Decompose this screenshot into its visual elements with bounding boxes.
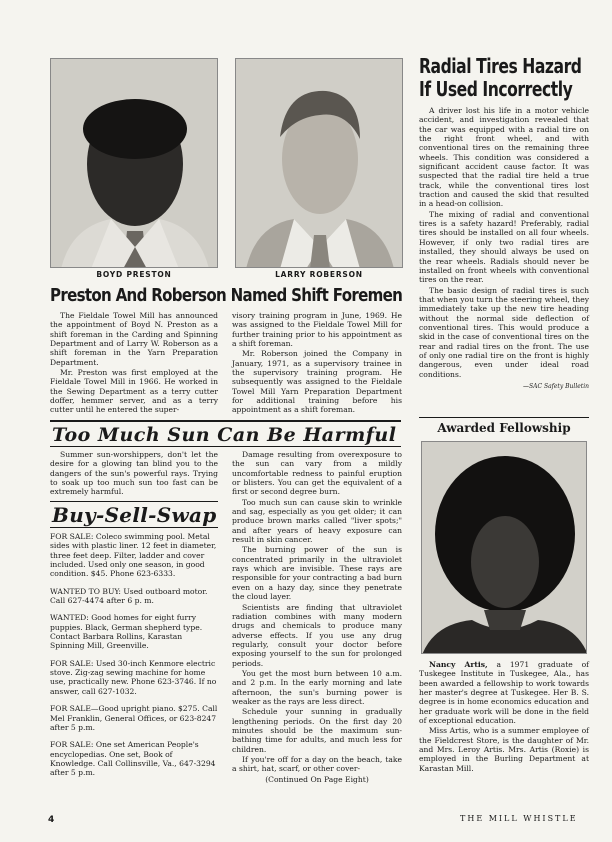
classified-ad: FOR SALE—Good upright piano. $275. Call Mel Franklin, General Offices, or 623-8247 after 5 p.m. bbox=[50, 704, 218, 732]
classified-ad: FOR SALE: One set American People's encyclopedias. One set, Book of Knowledge. Call Collinsville, Va., 647-3294 after 5 p.m. bbox=[50, 740, 216, 778]
headline-radial-tires bbox=[419, 55, 581, 101]
divider-rule bbox=[50, 420, 401, 422]
shift-story-paragraph: The Fieldale Towel Mill has announced the appointment of Boyd N. Preston as a shift foreman in the Carding and Spinning Department and of Larry W. Roberson as a shift foreman in the Yarn Preparation Department. bbox=[50, 311, 218, 367]
radial-story bbox=[419, 106, 589, 391]
radial-paragraph: A driver lost his life in a motor vehicle accident, and investigation revealed that the car was equipped with a radial tire on the right front wheel, and with conventional tires on the remaining three wheels. This condition was considered a significant accident cause factor. It was suspected that the radial tire held a true track, while the conventional tires lost traction and caused the skid that resulted in a head-on collision. bbox=[419, 106, 589, 209]
divider-rule bbox=[50, 446, 401, 447]
radial-paragraph: The basic design of radial tires is such that when you turn the steering wheel, they immediately take up the new tire heading without the normal side deflection of conventional tires. This would produce a skid in the case of conventional tires on the rear and radial tires on the front. The use of only one radial tire on the front is highly dangerous, even under ideal road conditions. bbox=[419, 285, 589, 379]
shift-story-paragraph: Mr. Preston was first employed at the Fieldale Towel Mill in 1966. He worked in the Sewing Department as a terry cutter doffer, hemmer server, and as a terry cutter until he entered the super- bbox=[50, 368, 218, 415]
divider-rule bbox=[419, 417, 589, 418]
sun-paragraph: Too much sun can cause skin to wrinkle and sag, especially as you get older; it can produce brown marks called "liver spots;" and after years of heavy exposure can result in skin cancer. bbox=[232, 497, 402, 545]
fellowship-story bbox=[419, 660, 589, 774]
photo-boyd-preston bbox=[50, 58, 218, 268]
page-number: 4 bbox=[48, 815, 55, 825]
portrait-icon bbox=[51, 59, 218, 268]
sun-story-col1 bbox=[50, 450, 218, 498]
fellowship-paragraph: Miss Artis, who is a summer employee of the Fieldcrest Store, is the daughter of Mr. and Mrs. Leroy Artis. Mrs. Artis (Roxie) is employed in the Burling Department at Karastan Mill. bbox=[419, 726, 589, 773]
headline-buy-sell-swap: Buy-Sell-Swap bbox=[52, 503, 217, 527]
headline-awarded-fellowship: Awarded Fellowship bbox=[437, 421, 571, 435]
portrait-icon bbox=[422, 442, 587, 654]
classified-ads bbox=[50, 532, 218, 786]
shift-story-col1 bbox=[50, 311, 218, 416]
photo-larry-roberson bbox=[235, 58, 403, 268]
fellowship-paragraph-text: a 1971 graduate of Tuskegee Institute in Tuskegee, Ala., has been awarded a fellowship to work towards her master's degree at Tuskegee. Her B. S. degree is in home economics education and her graduate work will be done in the field of exceptional education. bbox=[419, 660, 589, 726]
shift-story-paragraph: visory training program in June, 1969. He was assigned to the Fieldale Towel Mill for further training prior to his appointment as a shift foreman. bbox=[232, 311, 402, 349]
portrait-icon bbox=[236, 59, 403, 268]
sun-paragraph: Damage resulting from overexposure to the sun can vary from a mildly uncomfortable redness to painful eruption or blisters. You can get the equivalent of a first or second degree burn. bbox=[232, 450, 402, 497]
classified-ad: FOR SALE: Used 30-inch Kenmore electric stove. Zig-zag sewing machine for home use, practically new. Phone 623-3746. If no answer, call 627-1032. bbox=[50, 658, 217, 696]
fellowship-paragraph bbox=[419, 660, 589, 725]
classified-ad: WANTED TO BUY: Used outboard motor. Call 627-4474 after 6 p. m. bbox=[50, 586, 208, 606]
sun-paragraph: The burning power of the sun is concentrated primarily in the ultraviolet rays which are invisible. These rays are responsible for your contracting a bad burn even on a hazy day, since they penetrate the cloud layer. bbox=[232, 545, 402, 602]
sun-paragraph: If you're off for a day on the beach, take a shirt, hat, scarf, or other cover- bbox=[232, 755, 402, 774]
sun-paragraph: Summer sun-worshippers, don't let the desire for a glowing tan blind you to the dangers of the sun's powerful rays. Trying to soak up too much sun too fast can be extremely harmful. bbox=[50, 450, 218, 497]
caption-boyd-preston: BOYD PRESTON bbox=[96, 270, 172, 279]
headline-too-much-sun: Too Much Sun Can Be Harmful bbox=[52, 424, 397, 446]
shift-story-paragraph: Mr. Roberson joined the Company in January, 1971, as a supervisory trainee in the supervisory training program. He subsequently was assigned to the Fieldale Towel Mill Yarn Preparation Department for additional training before his appointment as a shift foreman. bbox=[232, 349, 402, 415]
publication-name: THE MILL WHISTLE bbox=[460, 814, 578, 823]
headline-radial-line2: If Used Incorrectly bbox=[419, 77, 573, 101]
radial-paragraph: The mixing of radial and conventional tires is a safety hazard! Preferably, radial tires should be installed on all four wheels. However, if only two radial tires are installed, they should always be used on the rear wheels. Radials should never be installed on front wheels with conventional tires on the rear. bbox=[419, 209, 589, 285]
sun-paragraph: Scientists are finding that ultraviolet radiation combines with many modern drugs and chemicals to produce many adverse effects. If you use any drug regularly, consult your doctor before exposing yourself to the sun for prolonged periods. bbox=[232, 602, 402, 668]
classified-ad: FOR SALE: Coleco swimming pool. Metal sides with plastic liner. 12 feet in diameter, three feet deep. Filter, ladder and cover included. Used only one season, in good condition. $45. Phone 623-6333. bbox=[50, 532, 217, 579]
caption-larry-roberson: LARRY ROBERSON bbox=[275, 270, 363, 279]
shift-story-col2 bbox=[232, 311, 402, 416]
divider-rule bbox=[50, 527, 218, 528]
sun-paragraph: Schedule your sunning in gradually lengthening periods. On the first day 20 minutes should be the maximum sun-bathing time for adults, and much less for children. bbox=[232, 707, 402, 754]
sun-continued: (Continued On Page Eight) bbox=[265, 774, 369, 784]
photo-nancy-artis bbox=[421, 441, 587, 654]
sun-story-col2 bbox=[232, 450, 402, 784]
sun-paragraph: You get the most burn between 10 a.m. and 2 p.m. In the early morning and late afternoon, the sun's burning power is weaker as the rays are less direct. bbox=[232, 668, 402, 706]
headline-radial-line1: Radial Tires Hazard bbox=[419, 54, 582, 78]
radial-credit: —SAC Safety Bulletin bbox=[523, 382, 589, 390]
headline-shift-foremen: Preston And Roberson Named Shift Foremen bbox=[50, 286, 403, 306]
divider-rule bbox=[50, 501, 218, 502]
classified-ad: WANTED: Good homes for eight furry puppies. Black, German shepherd type. Contact Barbara Rollins, Karastan Spinning Mill, Greenville. bbox=[50, 613, 203, 651]
fellowship-lead-name: Nancy Artis, bbox=[429, 660, 488, 669]
